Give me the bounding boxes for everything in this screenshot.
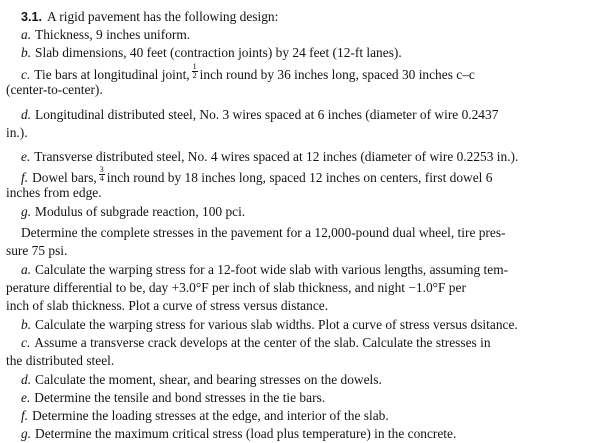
design-item-text: Thickness, 9 inches uniform. — [35, 27, 191, 42]
task-text: Calculate the warping stress for a 12-foot wide slab with various lengths, assuming tem- — [35, 262, 509, 277]
task-label: a. — [21, 262, 32, 277]
design-item-label: a. — [21, 27, 32, 42]
task-c — [21, 334, 491, 352]
task-d — [21, 371, 382, 389]
task-e — [21, 389, 325, 407]
problem-number: 3.1. — [21, 10, 43, 24]
task-c-line2: the distributed steel. — [6, 353, 115, 368]
task-label: g. — [21, 426, 32, 441]
task-label: c. — [21, 335, 31, 350]
task-label: d. — [21, 372, 32, 387]
design-item-text: Modulus of subgrade reaction, 100 pci. — [35, 204, 246, 219]
design-item-text: Longitudinal distributed steel, No. 3 wires spaced at 6 inches (diameter of wire 0.2437 — [35, 107, 499, 122]
task-a-line3: inch of slab thickness. Plot a curve of stress versus distance. — [6, 298, 329, 313]
design-item-text-cont: inch round by 36 inches long, spaced 30 inches c–c — [199, 67, 475, 82]
task-a — [21, 261, 508, 279]
design-item-text: Transverse distributed steel, No. 4 wires spaced at 12 inches (diameter of wire 0.2253 in.). — [34, 149, 519, 164]
design-item-text-cont: inch round by 18 inches long, spaced 12 inches on centers, first dowel 6 — [106, 170, 493, 185]
design-item-g — [21, 203, 245, 221]
design-item-text: Dowel bars, — [32, 170, 97, 185]
design-item-text: Tie bars at longitudinal joint, — [34, 67, 190, 82]
design-item-a — [21, 26, 190, 44]
design-item-label: d. — [21, 107, 32, 122]
fraction-three-quarters: $\frac{3}{4}$ — [99, 165, 104, 183]
task-b — [21, 316, 518, 334]
problem-heading — [21, 8, 278, 26]
task-text: Assume a transverse crack develops at the center of the slab. Calculate the stresses in — [34, 335, 491, 350]
design-item-label: e. — [21, 149, 31, 164]
task-g — [21, 425, 456, 443]
design-item-label: f. — [21, 170, 29, 185]
design-item-text: Slab dimensions, 40 feet (contraction joints) by 24 feet (12-ft lanes). — [35, 45, 402, 60]
design-item-d-continuation: in.). — [6, 125, 28, 140]
task-label: e. — [21, 390, 31, 405]
design-item-c-continuation: (center-to-center). — [6, 82, 103, 97]
task-label: f. — [21, 408, 29, 423]
design-item-e — [21, 148, 518, 166]
design-item-label: c. — [21, 67, 31, 82]
design-item-f-continuation: inches from edge. — [6, 185, 102, 200]
task-label: b. — [21, 317, 32, 332]
problem-intro: A rigid pavement has the following design: — [47, 9, 279, 24]
task-text: Determine the tensile and bond stresses in the tie bars. — [34, 390, 326, 405]
task-intro-line1: Determine the complete stresses in the pavement for a 12,000-pound dual wheel, tire pres- — [21, 225, 506, 240]
design-item-label: b. — [21, 45, 32, 60]
design-item-d — [21, 106, 498, 124]
task-text: Determine the loading stresses at the edge, and interior of the slab. — [32, 408, 389, 423]
task-a-line2: perature differential to be, day +3.0°F per inch of slab thickness, and night −1.0°F per — [6, 280, 466, 295]
task-intro-line2: sure 75 psi. — [6, 243, 68, 258]
design-item-label: g. — [21, 204, 32, 219]
task-f — [21, 407, 389, 425]
task-text: Calculate the warping stress for various slab widths. Plot a curve of stress versus dsitance. — [35, 317, 518, 332]
task-text: Determine the maximum critical stress (load plus temperature) in the concrete. — [35, 426, 457, 441]
design-item-b — [21, 44, 402, 62]
task-text: Calculate the moment, shear, and bearing stresses on the dowels. — [35, 372, 382, 387]
fraction-half: $\frac{1}{2}$ — [192, 62, 197, 80]
